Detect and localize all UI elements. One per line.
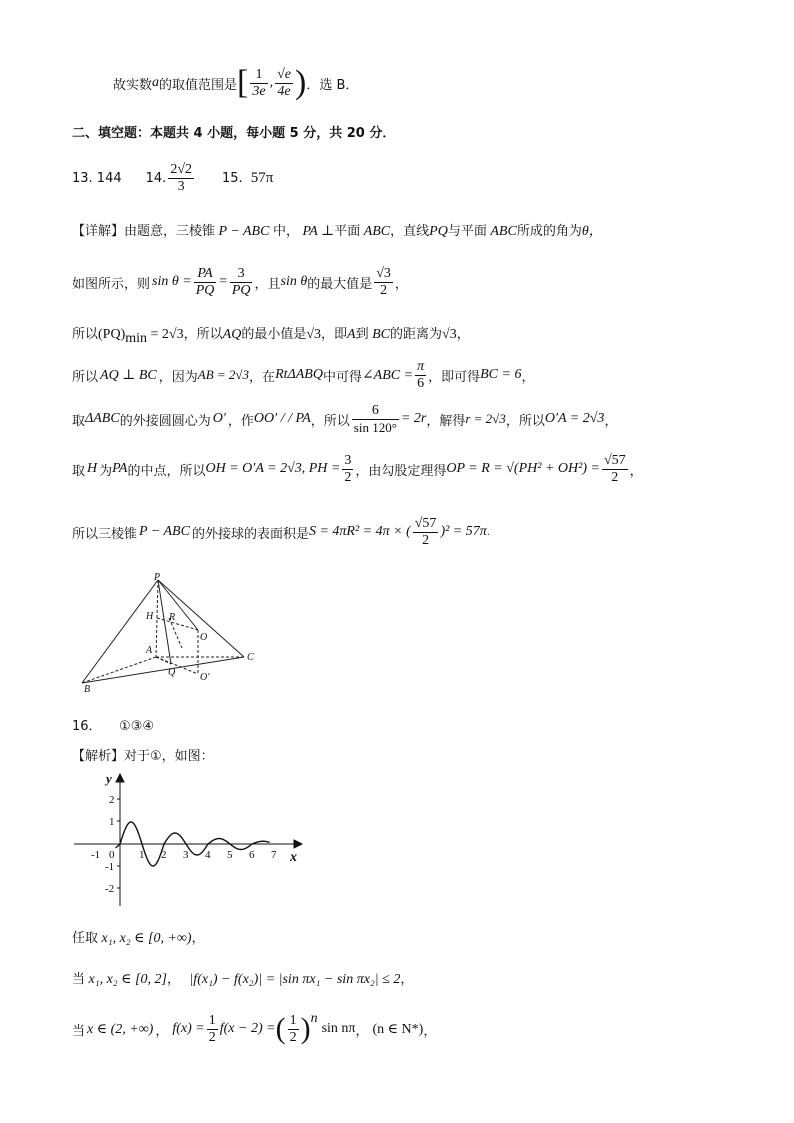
answers-line xyxy=(72,158,273,198)
tail-line-2: 当 x₁, x₂ ∈ [0, 2]， |f(x₁) − f(x₂)| = |sin πx₁ − sin πx₂| ≤ 2， xyxy=(72,972,414,987)
label-O: O xyxy=(200,632,208,643)
conclusion-middle: 的取值范围是 xyxy=(159,77,238,93)
x-tick-2: 2 xyxy=(161,849,167,861)
label-Oprime: O′ xyxy=(200,672,210,683)
edge-AB xyxy=(82,657,156,683)
y-tick-minus-2: -2 xyxy=(105,883,115,895)
detail-line-6: 取 H 为 PA 的中点，所以 OH = O′A = 2√3, PH = $\frac{3}{2}$ ，由勾股定理得 OP = R = √(PH² + OH²) = $\frac{√57}{2}$ ， xyxy=(72,452,643,485)
answer-14-fraction: $\frac{2√2}{3}$ xyxy=(170,161,192,194)
answer-15-label: 15. xyxy=(222,170,243,186)
analysis-head: 【解析】对于①，如图： xyxy=(72,749,214,764)
detail-line-3: 所以$(PQ)_{min} = 2√3$，所以AQ的最小值是√3，即A到 BC的距离为√3， xyxy=(72,327,470,346)
interval-upper-fraction: $\frac{√e}{4e}$ xyxy=(277,66,291,99)
interval-left-bracket: [ xyxy=(237,64,249,101)
x-tick-minus-1: -1 xyxy=(91,849,101,861)
tail-line-1: 任取 x₁, x₂ ∈ [0, +∞)， xyxy=(72,931,205,946)
detail-line-1: 【详解】由题意，三棱锥 P − ABC 中， PA ⊥平面 ABC，直线PQ与平面 ABC所成的角为θ， xyxy=(72,224,603,239)
detail-line-5: 取 ΔABC 的外接圆圆心为 O′ ，作 OO′ / / PA ，所以 $\frac{6}{\sin 120^\circ}$ = 2r ，解得 r = 2√3 ，所以 O′A = 2√3 ， xyxy=(72,402,618,435)
y-tick-minus-1: -1 xyxy=(105,861,115,873)
x-axis-label: x xyxy=(290,850,297,865)
answer-13: 13. 144 xyxy=(72,170,122,186)
x-tick-0: 0 xyxy=(109,849,115,861)
detail-line-7: 所以三棱锥 P − ABC 的外接球的表面积是 S = 4πR² = 4π × ( $\frac{√57}{2}$ )² = 57π . xyxy=(72,515,490,548)
detail-line-2: 如图所示，则 sin θ = $\frac{PA}{PQ}$ = $\frac{3}{PQ}$ ，且 sin θ 的最大值是 $\frac{√3}{2}$ ， xyxy=(72,265,408,298)
q16-answer: ①③④ xyxy=(119,719,155,734)
answer-15-value: 57π xyxy=(250,169,274,186)
edge-BC xyxy=(82,657,244,683)
label-C: C xyxy=(247,652,254,663)
x-axis-arrow xyxy=(294,840,302,848)
label-H: H xyxy=(146,611,154,622)
edge-PB xyxy=(82,580,158,683)
pyramid-figure xyxy=(72,570,272,700)
edge-PO xyxy=(158,580,198,630)
conclusion-var: a xyxy=(152,75,160,90)
label-P: P xyxy=(154,572,161,583)
label-Q: Q xyxy=(168,667,176,678)
x-tick-3: 3 xyxy=(183,849,189,861)
detail-line-4: 所以 AQ ⊥ BC ，因为 AB = 2√3 ，在 RtΔABQ 中可得 ∠ABC = $\frac{\pi}{6}$ ，即可得 BC = 6 ， xyxy=(72,358,535,391)
label-A: A xyxy=(146,645,153,656)
section-title: 二、填空题：本题共 4 小题，每小题 5 分，共 20 分． xyxy=(72,126,396,141)
y-tick-2: 2 xyxy=(109,794,115,806)
x-tick-4: 4 xyxy=(205,849,211,861)
function-graph xyxy=(72,768,312,910)
answer-14-label: 14. xyxy=(145,170,167,186)
x-tick-6: 6 xyxy=(249,849,255,861)
x-tick-1: 1 xyxy=(139,849,145,861)
y-axis-label: y xyxy=(106,771,112,786)
q16-line xyxy=(72,715,154,735)
interval-right-bracket: ) xyxy=(294,64,307,101)
y-axis-arrow xyxy=(116,774,124,782)
interval-lower-fraction: $\frac{1}{3e}$ xyxy=(252,66,266,99)
label-B: B xyxy=(84,684,91,695)
segment-HO xyxy=(157,618,198,630)
conclusion-suffix: ．选 B． xyxy=(306,77,359,93)
x-tick-5: 5 xyxy=(227,849,233,861)
q16-label: 16． xyxy=(72,719,102,734)
tail-line-3: 当 x ∈ (2, +∞) ， f(x) = $\frac{1}{2}$ f(x − 2) = ( $\frac{1}{2}$ ) n sin nπ ， (n ∈ N*) ， xyxy=(72,1011,437,1045)
y-tick-1: 1 xyxy=(109,816,115,828)
conclusion-line: 故实数 a 的取值范围是 [ $\frac{1}{3e}$ , $\frac{√e}{4e}$ ) ．选 B． xyxy=(113,64,359,101)
label-R: R xyxy=(169,612,176,623)
x-tick-7: 7 xyxy=(271,849,277,861)
conclusion-prefix: 故实数 xyxy=(113,77,153,93)
